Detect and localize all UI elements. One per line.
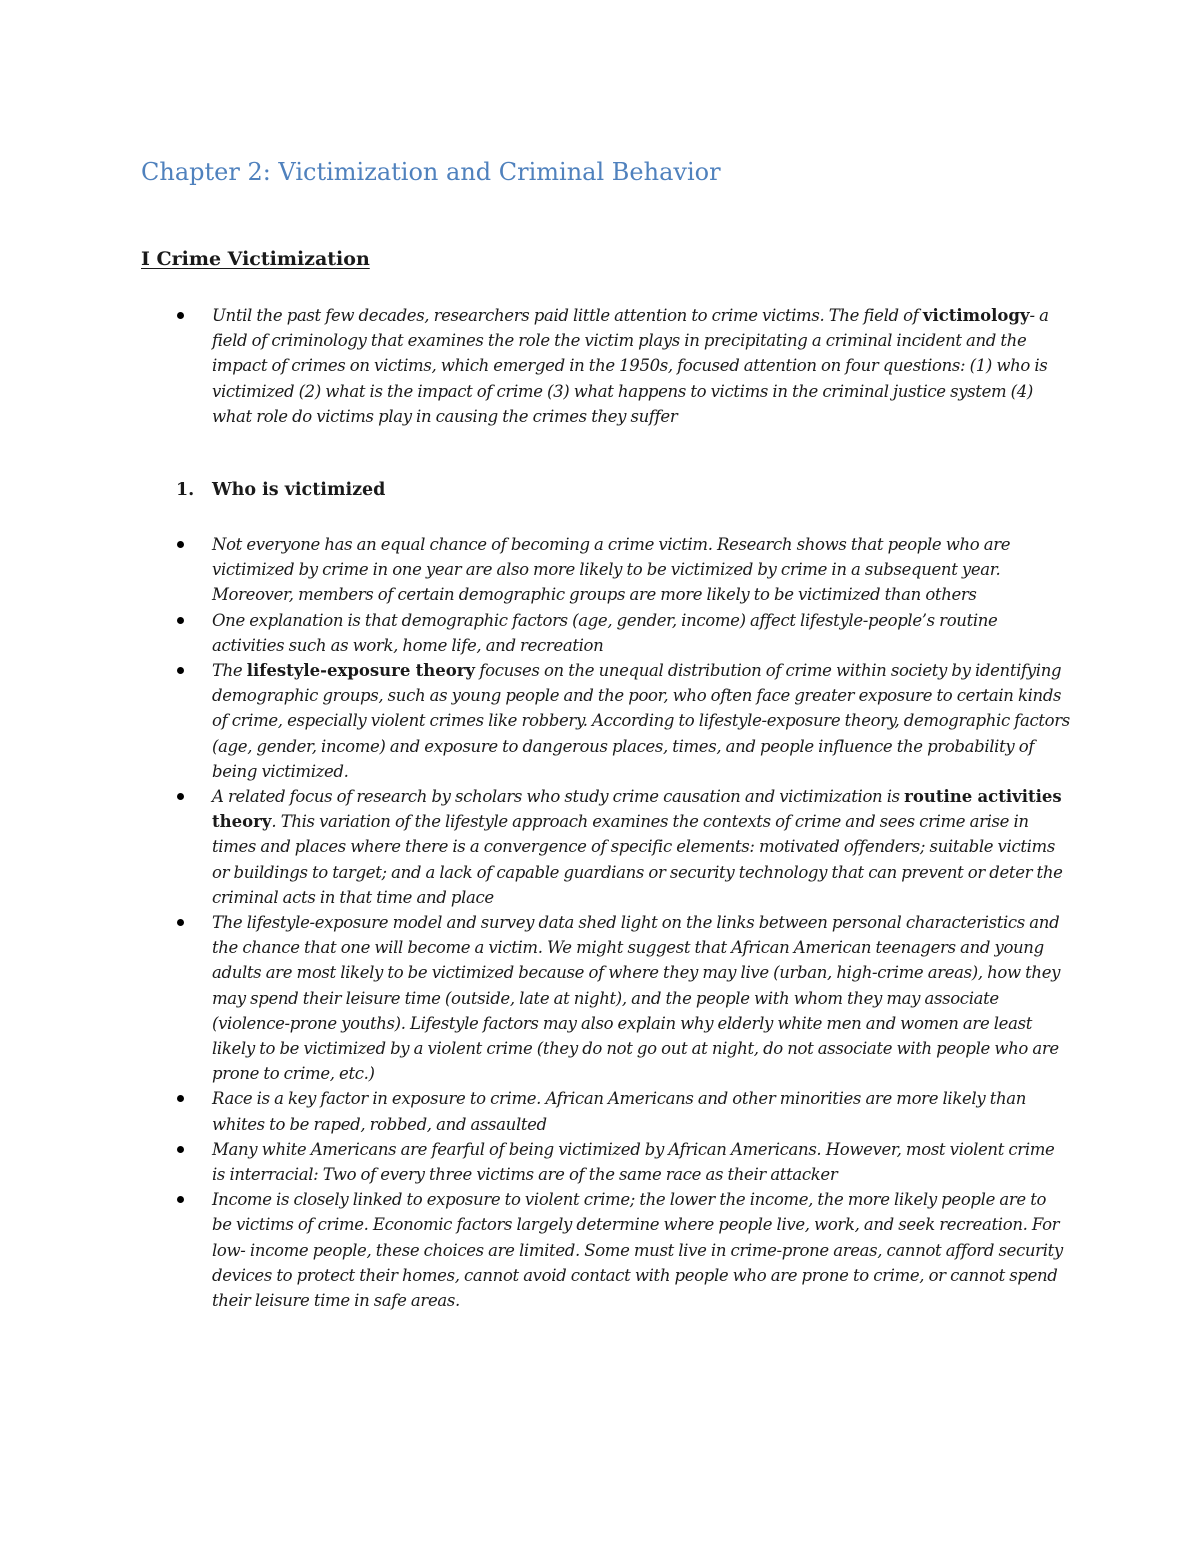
subsection-number: 1.: [176, 480, 195, 500]
list-item: [0, 608, 1200, 658]
bullet-text: focuses on the unequal distribution of crime within society by identifying demographic groups, such as young people and the poor, who often face greater exposure to certain kinds of crime, especially violent crimes like robbery. According to lifestyle-exposure theory, demographic factors (age, gender, income) and exposure to dangerous places, times, and people influence the probability of being victimized.: [212, 661, 1070, 781]
chapter-title: Chapter 2: Victimization and Criminal Behavior: [141, 158, 721, 186]
bullet-text: Until the past few decades, researchers paid little attention to crime victims. The field of: [212, 306, 923, 325]
list-item: [0, 1137, 1200, 1187]
list-item: [0, 910, 1200, 1086]
list-item: [0, 1086, 1200, 1136]
bullet-text: The: [212, 661, 247, 681]
bullet-text: The lifestyle-exposure model and survey data shed light on the links between personal characteristics and the chance that one will become a victim. We might suggest that African American teenagers and young adults are most likely to be victimized because of where they may live (urban, high-crime areas), how they may spend their leisure time (outside, late at night), and the people with whom they may associate (violence-prone youths). Lifestyle factors may also explain why elderly white men and women are least likely to be victimized by a violent crime (they do not go out at night, do not associate with people who are prone to crime, etc.): [212, 913, 1061, 1084]
bullet-text: Not everyone has an equal chance of becoming a crime victim. Research shows that people who are victimized by crime in one year are also more likely to be victimized by crime in a subsequent year. Moreover, members of certain demographic groups are more likely to be victimized than others: [212, 535, 1011, 605]
subsection-title: Who is victimized: [212, 480, 386, 500]
list-item: [0, 303, 1200, 429]
bullet-text: A related focus of research by scholars who study crime causation and victimization is: [212, 787, 905, 807]
bullet-text: One explanation is that demographic factors (age, gender, income) affect lifestyle-people’s routine activities such as work, home life, and recreation: [212, 610, 998, 655]
intro-bullet-list: [0, 303, 1200, 429]
bullet-text: . This variation of the lifestyle approach examines the contexts of crime and sees crime arise in times and places where there is a convergence of specific elements: motivated offenders; suitable victims or buildings to target; and a lack of capable guardians or security technology that can prevent or deter the criminal acts in that time and place: [212, 812, 1063, 907]
list-item: [0, 532, 1200, 608]
subsection-heading: [176, 480, 385, 500]
list-item: [0, 784, 1200, 910]
list-item: [0, 1187, 1200, 1313]
bold-term: victimology: [922, 306, 1030, 325]
bullet-text: - a field of criminology that examines the role the victim plays in precipitating a criminal incident and the impact of crimes on victims, which emerged in the 1950s, focused attention on four questions: (1) who is victimized (2) what is the impact of crime (3) what happens to victims in the criminal justice system (4) what role do victims play in causing the crimes they suffer: [212, 306, 1049, 426]
bullet-text: Race is a key factor in exposure to crime. African Americans and other minorities are more likely than whites to be raped, robbed, and assaulted: [212, 1089, 1027, 1134]
bullet-text: Many white Americans are fearful of being victimized by African Americans. However, most violent crime is interracial: Two of every three victims are of the same race as their attacker: [212, 1139, 1055, 1185]
bold-term: lifestyle-exposure theory: [246, 661, 475, 681]
section-heading: I Crime Victimization: [141, 248, 370, 270]
bullet-text: Income is closely linked to exposure to violent crime; the lower the income, the more likely people are to be victims of crime. Economic factors largely determine where people live, work, and seek recreation. For low- income people, these choices are limited. Some must live in crime-prone areas, cannot afford security devices to protect their homes, cannot avoid contact with people who are prone to crime, or cannot spend their leisure time in safe areas.: [212, 1190, 1063, 1311]
list-item: [0, 658, 1200, 784]
victimized-bullet-list: [0, 532, 1200, 1313]
bold-term: routine activities theory: [212, 787, 1062, 832]
